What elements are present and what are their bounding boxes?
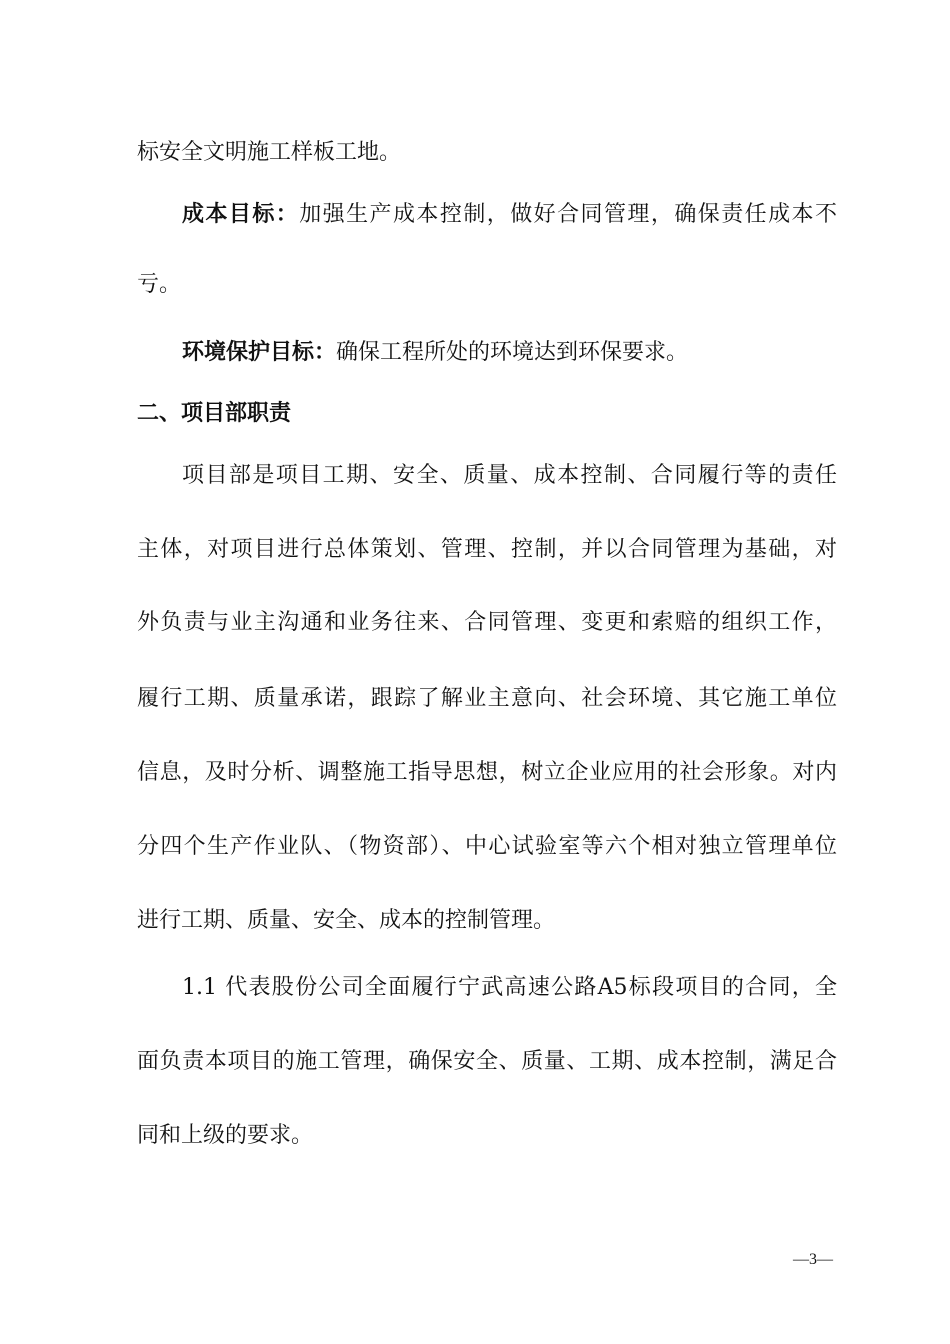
paragraph-line: 履行工期、质量承诺，跟踪了解业主意向、社会环境、其它施工单位: [137, 686, 837, 711]
env-goal-paragraph: [182, 338, 837, 368]
paragraph-line: 进行工期、质量、安全、成本的控制管理。: [137, 908, 556, 933]
paragraph-line: 信息，及时分析、调整施工指导思想，树立企业应用的社会形象。对内: [137, 760, 837, 785]
env-goal-text: 确保工程所处的环境达到环保要求。: [336, 340, 689, 365]
paragraph-line: 外负责与业主沟通和业务往来、合同管理、变更和索赔的组织工作，: [137, 610, 837, 635]
cost-goal-text: 加强生产成本控制，做好合同管理，确保责任成本不: [299, 202, 837, 227]
page-number: —3—: [793, 1251, 833, 1268]
item-1-1-line: 1.1 代表股份公司全面履行宁武高速公路A5标段项目的合同，全: [182, 975, 837, 1000]
section-heading: 二、项目部职责: [137, 401, 292, 426]
cost-goal-label: 成本目标：: [182, 202, 300, 227]
cost-goal-paragraph: [182, 200, 837, 230]
item-1-1-line: 同和上级的要求。: [137, 1123, 314, 1148]
paragraph-line: 主体，对项目进行总体策划、管理、控制，并以合同管理为基础，对: [137, 537, 837, 562]
item-1-1-line: 面负责本项目的施工管理，确保安全、质量、工期、成本控制，满足合: [137, 1049, 837, 1074]
cost-goal-text-cont: 亏。: [137, 272, 182, 297]
paragraph-line: 项目部是项目工期、安全、质量、成本控制、合同履行等的责任: [182, 463, 837, 488]
env-goal-label: 环境保护目标：: [182, 340, 337, 365]
paragraph-line: 分四个生产作业队、（物资部）、中心试验室等六个相对独立管理单位: [137, 834, 837, 859]
continued-text-line: 标安全文明施工样板工地。: [137, 140, 402, 165]
